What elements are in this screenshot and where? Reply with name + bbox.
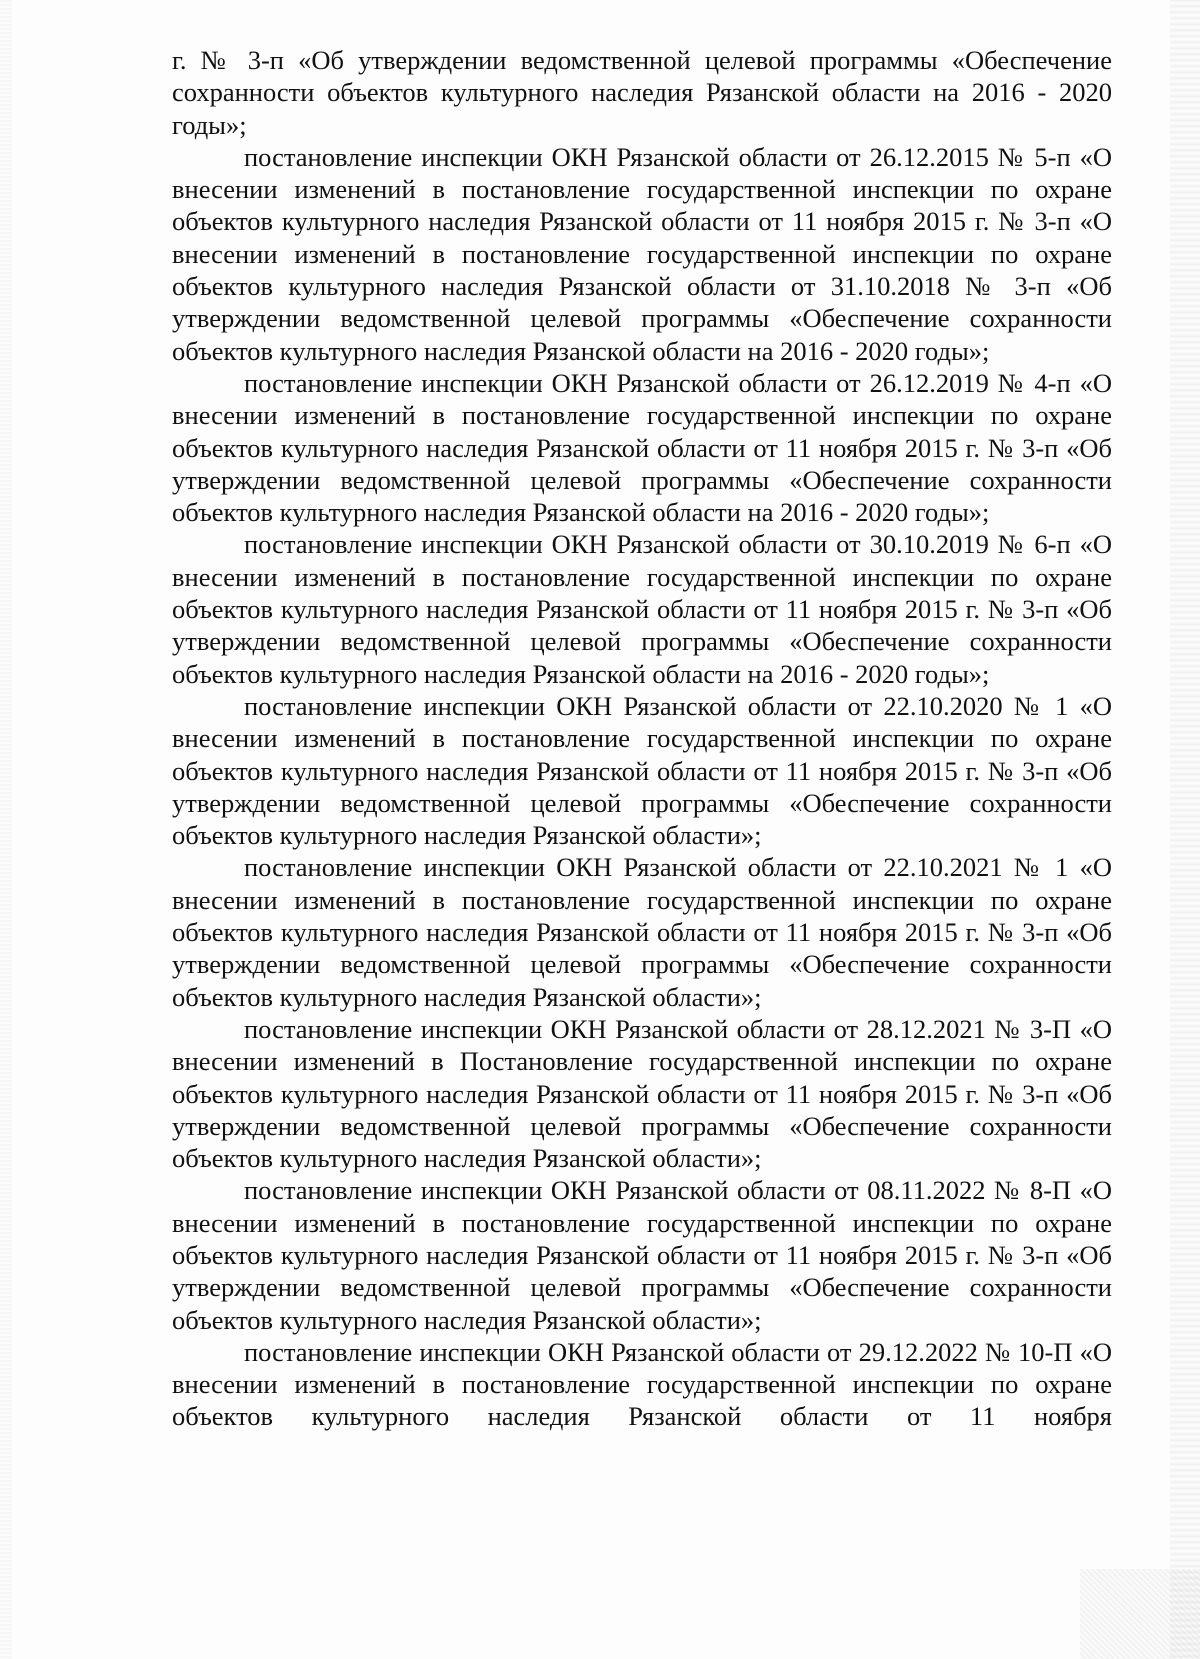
scan-edge-right: [1170, 0, 1200, 1659]
paragraph-resolution-2020-1: постановление инспекции ОКН Рязанской области от 22.10.2020 № 1 «О внесении изменений в постановление государственной инспекции по охране объектов культурного наследия Рязанской области от 11 ноября 2015 г. № 3-п «Об утверждении ведомственной целевой программы «Обеспечение сохранности объектов культурного наследия Рязанской области»;: [172, 690, 1112, 851]
document-body: [172, 44, 1112, 1433]
scan-corner-noise: [1080, 1569, 1200, 1659]
paragraph-resolution-2021-3p: постановление инспекции ОКН Рязанской области от 28.12.2021 № 3-П «О внесении изменений в Постановление государственной инспекции по охране объектов культурного наследия Рязанской области от 11 ноября 2015 г. № 3-п «Об утверждении ведомственной целевой программы «Обеспечение сохранности объектов культурного наследия Рязанской области»;: [172, 1013, 1112, 1174]
paragraph-resolution-2019-6p: постановление инспекции ОКН Рязанской области от 30.10.2019 № 6-п «О внесении изменений в постановление государственной инспекции по охране объектов культурного наследия Рязанской области от 11 ноября 2015 г. № 3-п «Об утверждении ведомственной целевой программы «Обеспечение сохранности объектов культурного наследия Рязанской области на 2016 - 2020 годы»;: [172, 529, 1112, 689]
scan-edge-left: [0, 0, 12, 1659]
paragraph-resolution-2021-1: постановление инспекции ОКН Рязанской области от 22.10.2021 № 1 «О внесении изменений в постановление государственной инспекции по охране объектов культурного наследия Рязанской области от 11 ноября 2015 г. № 3-п «Об утверждении ведомственной целевой программы «Обеспечение сохранности объектов культурного наследия Рязанской области»;: [172, 852, 1112, 1012]
paragraph-resolution-2019-4p: постановление инспекции ОКН Рязанской области от 26.12.2019 № 4-п «О внесении изменений в постановление государственной инспекции по охране объектов культурного наследия Рязанской области от 11 ноября 2015 г. № 3-п «Об утверждении ведомственной целевой программы «Обеспечение сохранности объектов культурного наследия Рязанской области на 2016 - 2020 годы»;: [172, 367, 1112, 528]
paragraph-resolution-2022-8p: постановление инспекции ОКН Рязанской области от 08.11.2022 № 8-П «О внесении изменений в постановление государственной инспекции по охране объектов культурного наследия Рязанской области от 11 ноября 2015 г. № 3-п «Об утверждении ведомственной целевой программы «Обеспечение сохранности объектов культурного наследия Рязанской области»;: [172, 1175, 1112, 1335]
paragraph-resolution-2022-10p: постановление инспекции ОКН Рязанской области от 29.12.2022 № 10-П «О внесении изменений в постановление государственной инспекции по охране объектов культурного наследия Рязанской области от 11 ноября: [172, 1336, 1112, 1432]
paragraph-continuation: г. № 3-п «Об утверждении ведомственной целевой программы «Обеспечение сохранности объектов культурного наследия Рязанской области на 2016 - 2020 годы»;: [172, 45, 1112, 140]
paragraph-resolution-2015-5p: постановление инспекции ОКН Рязанской области от 26.12.2015 № 5-п «О внесении изменений в постановление государственной инспекции по охране объектов культурного наследия Рязанской области от 11 ноября 2015 г. № 3-п «О внесении изменений в постановление государственной инспекции по охране объектов культурного наследия Рязанской области от 31.10.2018 № 3-п «Об утверждении ведомственной целевой программы «Обеспечение сохранности объектов культурного наследия Рязанской области на 2016 - 2020 годы»;: [172, 141, 1112, 366]
